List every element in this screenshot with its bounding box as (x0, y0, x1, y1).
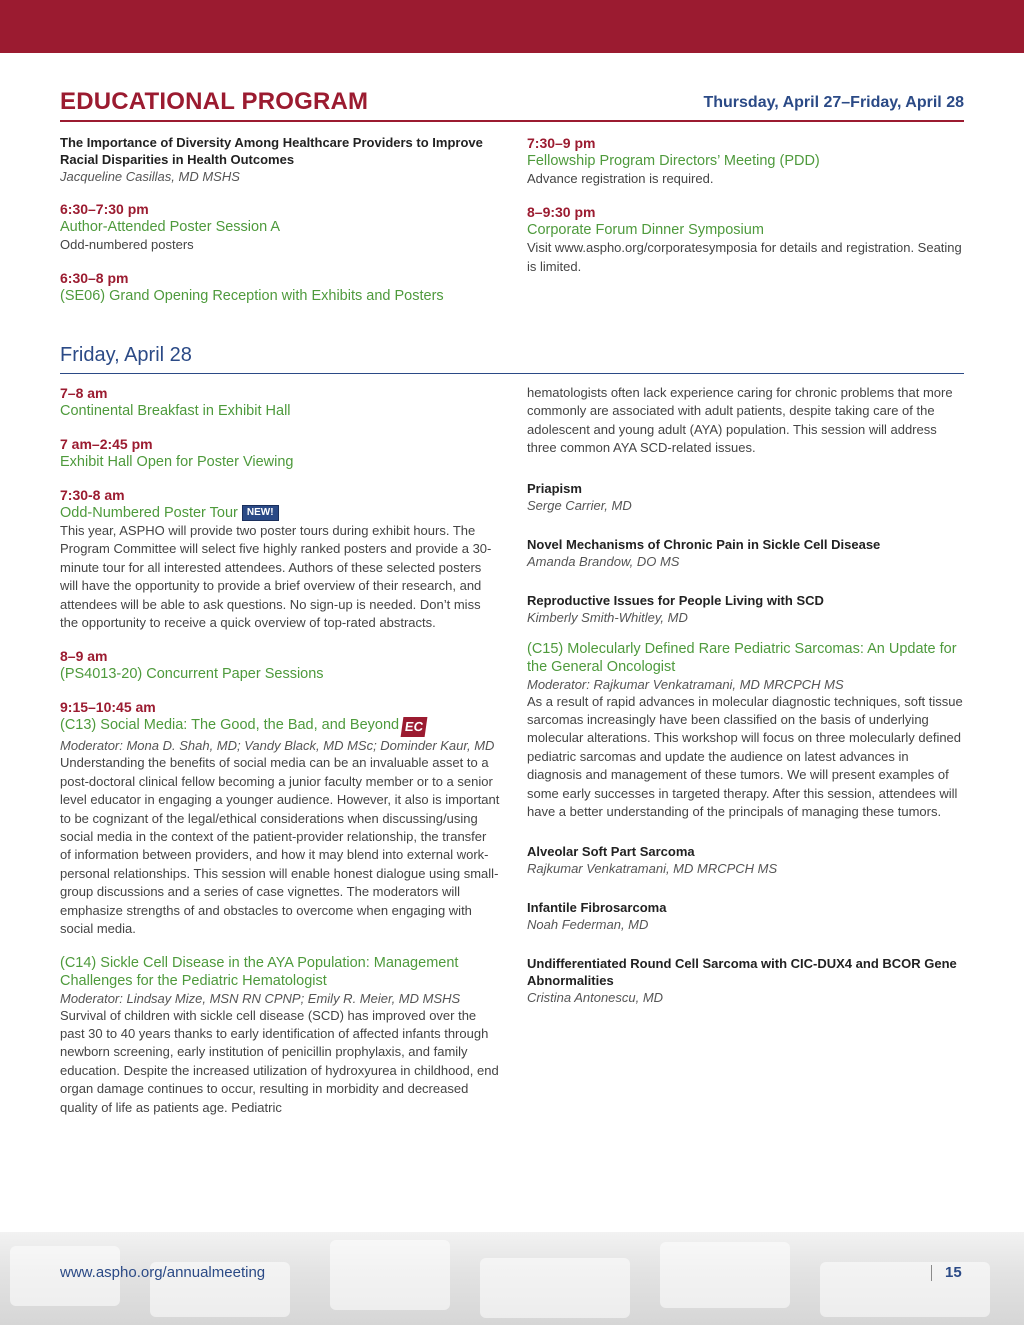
session-title: Odd-Numbered Poster Tour (60, 505, 238, 521)
session-title: (SE06) Grand Opening Reception with Exhibits and Posters (60, 288, 444, 305)
session-title: Corporate Forum Dinner Symposium (527, 222, 764, 239)
session-time: 7–8 am (60, 385, 108, 401)
session-title: Continental Breakfast in Exhibit Hall (60, 403, 291, 419)
new-badge: NEW! (242, 505, 279, 521)
session-title-row (60, 716, 500, 737)
session-title: Exhibit Hall Open for Poster Viewing (60, 454, 294, 470)
session-description: Understanding the benefits of social media can be an invaluable asset to a post-doctoral clinical fellow becoming a junior faculty member or to a senior level educator in engaging a younger audience. However, it also is important to be cognizant of the legal/ethical considerations when discussing/using social media in the context of the patient-provider relationship, the transfer of information between providers, and how it may blend into external work-personal relationships. This session will enable honest dialogue using small-group discussions and a series of case vignettes. The moderators will emphasize strengths of and obstacles to overcome when engaging with social media. (60, 755, 500, 937)
friday-left-column (60, 384, 500, 1132)
grand-opening-reception (60, 269, 500, 305)
date-range: Thursday, April 27–Friday, April 28 (703, 94, 964, 111)
session-title: The Importance of Diversity Among Healthcare Providers to Improve Racial Disparities in Health Outcomes (60, 135, 483, 167)
thursday-left-column (60, 134, 500, 320)
session-time: 6:30–7:30 pm (60, 201, 149, 217)
thursday-right-column (527, 134, 967, 291)
talk-title: Infantile Fibrosarcoma (527, 900, 667, 916)
session-title-row (60, 504, 500, 522)
talk-item (527, 955, 964, 1006)
session-title: (PS4013-20) Concurrent Paper Sessions (60, 666, 324, 683)
page-number: 15 (945, 1264, 962, 1281)
stone-texture (330, 1240, 450, 1310)
sarcoma-item (527, 640, 964, 822)
diversity-session (60, 134, 500, 185)
session-time: 7 am–2:45 pm (60, 436, 153, 452)
fellowship-meeting (527, 134, 967, 188)
talk-item (527, 536, 964, 570)
day-heading (60, 344, 964, 374)
session-moderator: Moderator: Mona D. Shah, MD; Vandy Black, MD MSc; Dominder Kaur, MD (60, 738, 495, 754)
session-description: Survival of children with sickle cell disease (SCD) has improved over the past 30 to 40 years thanks to early identification of affected infants through newborn screening, early institution of penicillin prophylaxis, and family education. Despite the increased utilization of hydroxyurea in childhood, end organ damage continues to occur, resulting in morbidity and decreased quality of life as patients age. Pediatric (60, 1007, 499, 1115)
session-time: 7:30–9 pm (527, 135, 596, 151)
talk-speaker: Cristina Antonescu, MD (527, 990, 664, 1006)
session-time: 6:30–8 pm (60, 270, 129, 287)
friday-right-column (527, 384, 964, 1021)
session-title: (C15) Molecularly Defined Rare Pediatric Sarcomas: An Update for the General Oncologist (527, 640, 957, 675)
session-time: 7:30-8 am (60, 487, 125, 503)
footer-divider (931, 1265, 932, 1281)
talk-speaker: Noah Federman, MD (527, 917, 649, 933)
breakfast-item (60, 384, 500, 420)
talk-item (527, 480, 964, 514)
talk-speaker: Kimberly Smith-Whitley, MD (527, 609, 688, 625)
session-description: This year, ASPHO will provide two poster tours during exhibit hours. The Program Committee will select five highly ranked posters and provide a 30-minute tour for all interested attendees. Authors of these selected posters will have the opportunity to provide a brief overview of their research, and attendees will be able to ask questions. No sign-up is needed. Don’t miss the opportunity to receive a quick overview of top-rated abstracts. (60, 523, 492, 631)
session-title: Fellowship Program Directors’ Meeting (PDD) (527, 153, 820, 169)
session-description: As a result of rapid advances in molecular diagnostic techniques, soft tissue sarcomas increasingly have been classified on the basis of underlying molecular alterations. This workshop will focus on three molecularly defined pediatric sarcomas and update the audience on latest advances in diagnosis and management of these tumors. We will present examples of some early successes in targeted therapy. After this session, attendees will have a better understanding of the principals of managing these tumors. (527, 693, 963, 820)
session-description: Advance registration is required. (527, 171, 714, 186)
session-moderator: Moderator: Lindsay Mize, MSN RN CPNP; Emily R. Meier, MD MSHS (60, 990, 461, 1006)
session-moderator: Moderator: Rajkumar Venkatramani, MD MRCPCH MS (527, 676, 844, 692)
stone-texture (480, 1258, 630, 1318)
corporate-forum (527, 203, 967, 276)
ec-credit-icon: EC (401, 717, 428, 737)
footer-url[interactable]: www.aspho.org/annualmeeting (60, 1264, 266, 1281)
social-media-item (60, 698, 500, 938)
talk-speaker: Rajkumar Venkatramani, MD MRCPCH MS (527, 861, 778, 877)
page-header (60, 88, 964, 122)
poster-tour-item (60, 486, 500, 632)
session-speaker: Jacqueline Casillas, MD MSHS (60, 169, 240, 184)
session-time: 9:15–10:45 am (60, 699, 156, 716)
poster-session-a (60, 200, 500, 254)
talk-title: Alveolar Soft Part Sarcoma (527, 844, 695, 860)
talk-item (527, 592, 964, 626)
talk-title: Novel Mechanisms of Chronic Pain in Sickle Cell Disease (527, 536, 881, 552)
talk-speaker: Serge Carrier, MD (527, 497, 632, 513)
talk-title: Reproductive Issues for People Living with SCD (527, 592, 824, 608)
session-title: Author-Attended Poster Session A (60, 219, 281, 235)
talk-item (527, 843, 964, 877)
session-description: Odd-numbered posters (60, 237, 194, 252)
stone-texture (660, 1242, 790, 1308)
top-banner (0, 0, 1024, 53)
session-time: 8–9 am (60, 648, 108, 665)
talk-speaker: Amanda Brandow, DO MS (527, 553, 680, 569)
sickle-cell-item (60, 954, 500, 1117)
day-label: Friday, April 28 (60, 344, 192, 366)
page-title: EDUCATIONAL PROGRAM (60, 88, 369, 115)
talk-item (527, 899, 964, 933)
paper-sessions-item (60, 647, 500, 683)
sickle-cell-continued (527, 384, 964, 458)
talk-title: Priapism (527, 480, 582, 496)
session-time: 8–9:30 pm (527, 204, 596, 221)
session-title: (C14) Sickle Cell Disease in the AYA Population: Management Challenges for the Pediatric Hematologist (60, 954, 459, 989)
talk-title: Undifferentiated Round Cell Sarcoma with CIC-DUX4 and BCOR Gene Abnormalities (527, 956, 957, 989)
session-description: Visit www.aspho.org/corporatesymposia for details and registration. Seating is limited. (527, 240, 962, 274)
page-footer (0, 1232, 1024, 1325)
exhibit-hall-item (60, 435, 500, 471)
session-title: (C13) Social Media: The Good, the Bad, and Beyond (60, 717, 400, 734)
session-description-continued: hematologists often lack experience caring for chronic problems that more commonly are associated with adult patients, despite taking care of the adolescent and young adult (AYA) population. This session will address three common AYA SCD-related issues. (527, 385, 953, 456)
stone-texture (820, 1262, 990, 1317)
